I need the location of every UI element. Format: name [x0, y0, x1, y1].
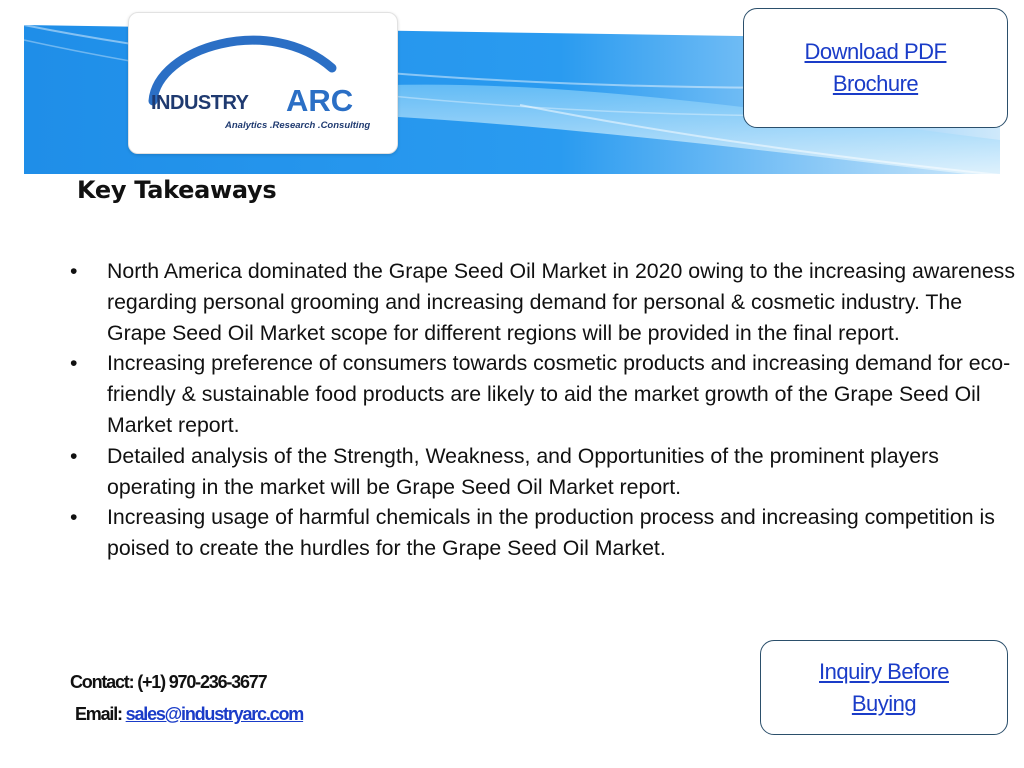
- logo-tagline: Analytics .Research .Consulting: [225, 120, 371, 131]
- bullet-icon: •: [70, 351, 78, 376]
- list-item: [70, 348, 1015, 440]
- contact-line: [70, 672, 266, 693]
- list-item-text: Increasing usage of harmful chemicals in the production process and increasing competition is poised to create the hurdles for the Grape Seed Oil Market.: [107, 505, 995, 561]
- bullet-icon: •: [70, 505, 78, 530]
- bullet-icon: •: [70, 443, 78, 468]
- email-line: [75, 704, 303, 725]
- contact-number: 970-236-3677: [168, 672, 267, 692]
- section-heading: Key Takeaways: [77, 176, 277, 204]
- email-label: Email:: [75, 704, 122, 724]
- logo-arc-text: ARC: [286, 83, 354, 118]
- inquiry-link[interactable]: Inquiry Before Buying: [819, 658, 949, 716]
- list-item: [70, 256, 1015, 348]
- email-link[interactable]: sales@industryarc.com: [125, 704, 304, 724]
- company-logo: [128, 12, 398, 154]
- download-pdf-box: [743, 8, 1008, 128]
- list-item-text: North America dominated the Grape Seed Oil Market in 2020 owing to the increasing awareness regarding personal grooming and increasing demand for personal & cosmetic industry. The Grape Seed Oil Market scope for different regions will be provided in the final report.: [107, 259, 1015, 345]
- logo-industry-text: INDUSTRY: [151, 92, 249, 114]
- bullet-icon: •: [70, 259, 78, 283]
- contact-label: Contact: (+1): [70, 672, 165, 692]
- list-item: [70, 502, 1015, 564]
- list-item: [70, 441, 1015, 503]
- logo-graphic: [129, 13, 397, 153]
- download-pdf-link[interactable]: Download PDF Brochure: [804, 39, 947, 96]
- takeaways-list: [70, 256, 1015, 564]
- inquiry-box: [760, 640, 1008, 735]
- list-item-text: Detailed analysis of the Strength, Weakness, and Opportunities of the prominent players operating in the market will be Grape Seed Oil Market report.: [107, 443, 939, 499]
- list-item-text: Increasing preference of consumers towards cosmetic products and increasing demand for eco-friendly & sustainable food products are likely to aid the market growth of the Grape Seed Oil Market report.: [107, 351, 1011, 437]
